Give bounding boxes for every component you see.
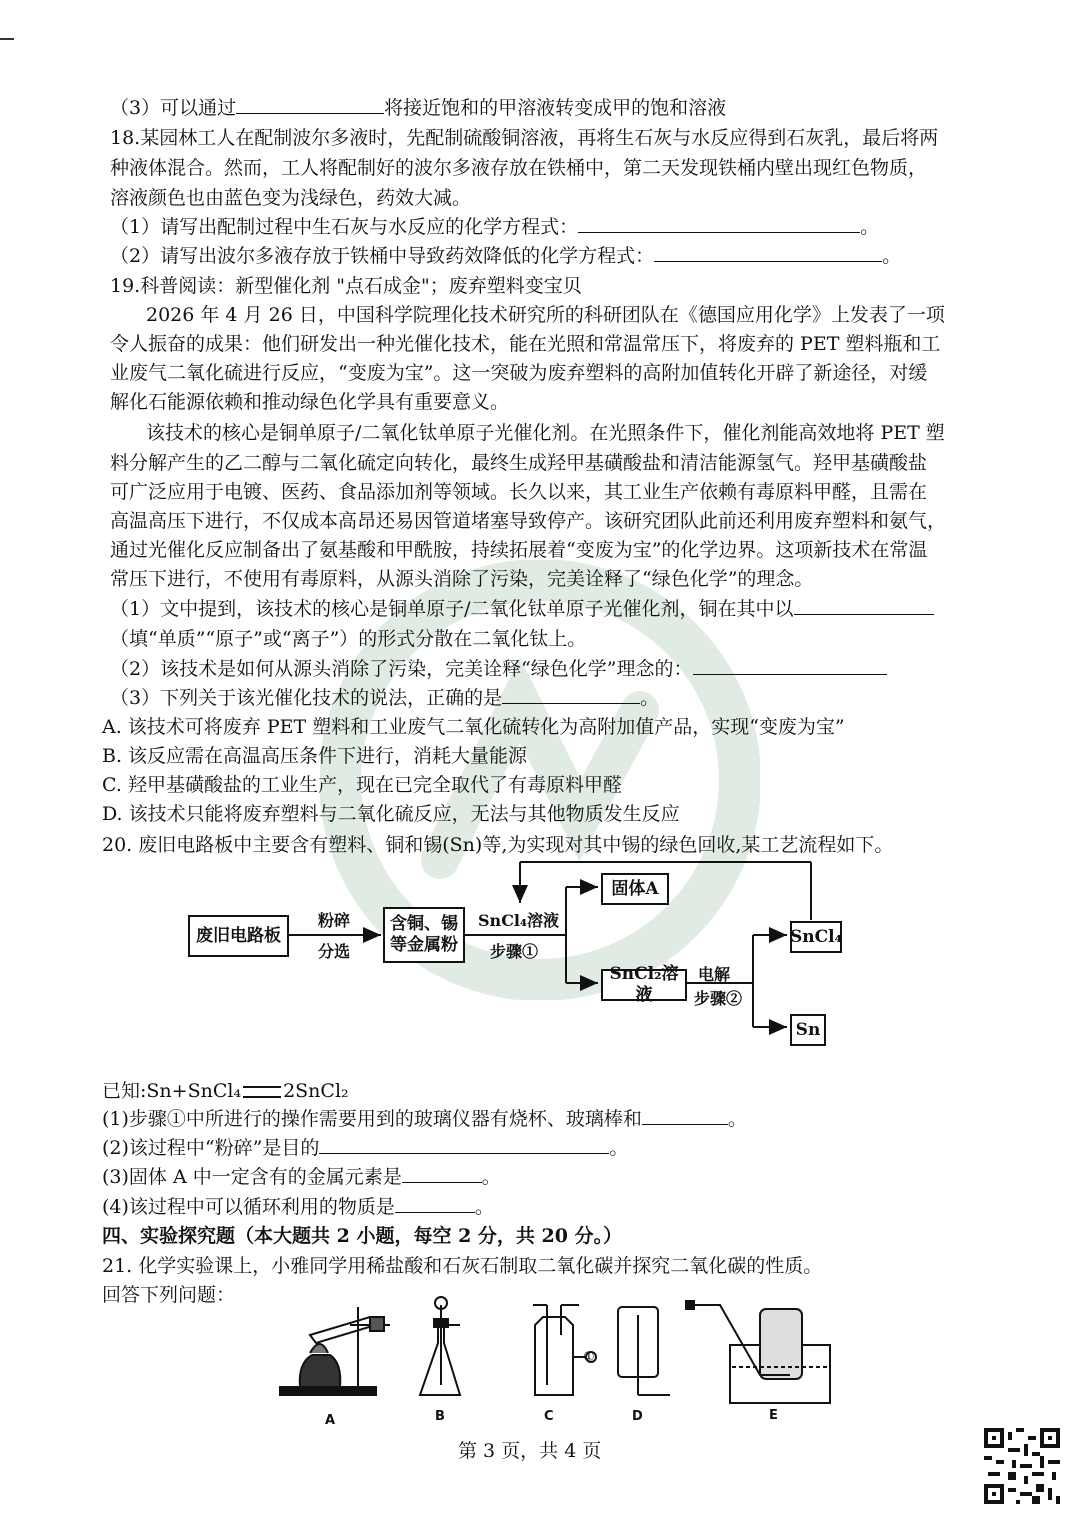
q20-q3: (3)固体 A 中一定含有的金属元素是 。 — [102, 1166, 501, 1188]
q19-option-a: A. 该技术可将废弃 PET 塑料和工业废气二氧化硫转化为高附加值产品，实现“变废为宝” — [102, 716, 845, 738]
q18-part2: （2）请写出波尔多液存放于铁桶中导致药效降低的化学方程式： 。 — [110, 245, 902, 267]
q19-q3: （3）下列关于该光催化技术的说法，正确的是 。 — [110, 687, 660, 709]
apparatus-e — [686, 1301, 830, 1403]
flow-box-metal-powder: 含铜、锡 等金属粉 — [383, 907, 465, 963]
section4-heading: 四、实验探究题（本大题共 2 小题，每空 2 分，共 20 分。） — [102, 1225, 623, 1247]
flow-box-circuit-board: 废旧电路板 — [188, 915, 289, 957]
q19-p2-line6: 常压下进行，不使用有毒原料，从源头消除了污染，完美诠释了“绿色化学”的理念。 — [110, 568, 814, 590]
q19-option-b: B. 该反应需在高温高压条件下进行，消耗大量能源 — [102, 745, 528, 767]
q19-option-c: C. 羟甲基磺酸盐的工业生产，现在已完全取代了有毒原料甲醛 — [102, 774, 622, 796]
q19-p2-line2: 料分解产生的乙二醇与二氧化硫定向转化，最终生成羟甲基磺酸盐和清洁能源氢气。羟甲基磺酸盐 — [110, 452, 928, 474]
flow-box-sn: Sn — [790, 1014, 826, 1046]
q19-p1-line1: 2026 年 4 月 26 日，中国科学院理化技术研究所的科研团队在《德国应用化学》上发表了一项 — [146, 304, 945, 326]
q18-stem-line1: 18.某园林工人在配制波尔多液时，先配制硫酸铜溶液，再将生石灰与水反应得到石灰乳，最后将两 — [110, 127, 939, 149]
q21-prompt: 回答下列问题： — [102, 1284, 236, 1306]
flow-label-step2: 步骤② — [694, 989, 743, 1008]
apparatus-label-b: B — [435, 1409, 445, 1424]
q17-part3: （3）可以通过 将接近饱和的甲溶液转变成甲的饱和溶液 — [110, 97, 727, 119]
q19-p1-line2: 令人振奋的成果：他们研发出一种光催化技术，能在光照和常温常压下，将废弃的 PET 塑料瓶和工 — [110, 333, 941, 355]
apparatus-label-d: D — [632, 1409, 643, 1424]
apparatus-b — [420, 1297, 460, 1395]
q19-p2-line3: 可广泛应用于电镀、医药、食品添加剂等领域。长久以来，其工业生产依赖有毒原料甲醛，且需在 — [110, 481, 928, 503]
apparatus-c-marker: ① — [583, 1350, 595, 1365]
q19-p2-line5: 通过光催化反应制备出了氨基酸和甲酰胺，持续拓展着“变废为宝”的化学边界。这项新技术在常温 — [110, 539, 928, 561]
flow-box-sncl2-solution: SnCl₂溶液 — [601, 969, 687, 1001]
q20-q4: (4)该过程中可以循环利用的物质是 。 — [102, 1196, 494, 1218]
apparatus-d — [618, 1307, 670, 1395]
qr-code-icon — [984, 1428, 1060, 1504]
apparatus-label-e: E — [769, 1408, 778, 1423]
flow-box-solid-a: 固体A — [601, 873, 669, 905]
flow-label-electrolysis: 电解 — [698, 965, 731, 984]
q20-stem: 20. 废旧电路板中主要含有塑料、铜和锡(Sn)等,为实现对其中锡的绿色回收,某工艺流程如下。 — [102, 834, 894, 856]
q20-q2: (2)该过程中“粉碎”是目的 。 — [102, 1137, 629, 1159]
page-number: 第 3 页，共 4 页 — [458, 1440, 602, 1462]
q18-part1: （1）请写出配制过程中生石灰与水反应的化学方程式： 。 — [110, 216, 880, 238]
q19-title: 19.科普阅读：新型催化剂 "点石成金"；废弃塑料变宝贝 — [110, 275, 582, 297]
q19-option-d: D. 该技术只能将废弃塑料与二氧化硫反应，无法与其他物质发生反应 — [102, 803, 680, 825]
q19-p1-line3: 业废气二氧化硫进行反应，“变废为宝”。这一突破为废弃塑料的高附加值转化开辟了新途径，对缓 — [110, 362, 928, 384]
q19-p2-line4: 高温高压下进行，不仅成本高昂还易因管道堵塞导致停产。该研究团队此前还利用废弃塑料和氨气， — [110, 510, 947, 532]
q19-p1-line4: 解化石能源依赖和推动绿色化学具有重要意义。 — [110, 391, 510, 413]
flow-label-crush: 粉碎 — [318, 911, 351, 930]
q20-q1: (1)步骤①中所进行的操作需要用到的玻璃仪器有烧杯、玻璃棒和 。 — [102, 1108, 747, 1130]
flow-label-sncl4-solution: SnCl₄溶液 — [478, 911, 560, 930]
q18-stem-line2: 种液体混合。然而，工人将配制好的波尔多液存放在铁桶中，第二天发现铁桶内壁出现红色物质， — [110, 157, 928, 179]
q19-p2-line1: 该技术的核心是铜单原子/二氧化钛单原子光催化剂。在光照条件下，催化剂能高效地将 PET 塑 — [146, 422, 945, 444]
flow-label-step1: 步骤① — [490, 942, 539, 961]
flow-box-sncl4: SnCl₄ — [790, 921, 842, 953]
q20-known-equation: 已知:Sn+SnCl₄ 2SnCl₂ — [102, 1080, 349, 1102]
apparatus-a — [280, 1307, 390, 1395]
flow-label-sort: 分选 — [318, 942, 351, 961]
q19-q1-line1: （1）文中提到，该技术的核心是铜单原子/二氧化钛单原子光催化剂，铜在其中以 — [110, 596, 934, 622]
q18-stem-line3: 溶液颜色也由蓝色变为浅绿色，药效大减。 — [110, 187, 472, 209]
apparatus-label-c: C — [544, 1409, 554, 1424]
q19-q2: （2）该技术是如何从源头消除了污染，完美诠释“绿色化学”理念的： — [110, 656, 887, 682]
q21-stem: 21. 化学实验课上，小雅同学用稀盐酸和石灰石制取二氧化碳并探究二氧化碳的性质。 — [102, 1255, 823, 1277]
apparatus-label-a: A — [325, 1413, 336, 1428]
lab-apparatus — [270, 1295, 840, 1425]
q19-q1-line2: （填“单质”“原子”或“离子”）的形式分散在二氧化钛上。 — [110, 628, 587, 650]
